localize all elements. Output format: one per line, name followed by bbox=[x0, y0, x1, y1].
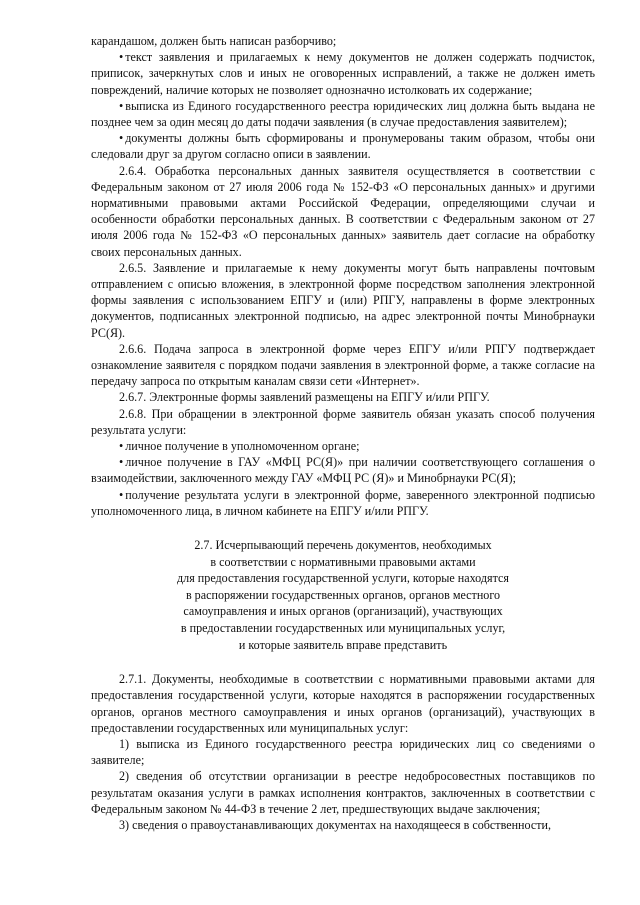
document-page bbox=[91, 33, 595, 833]
list-item-1: 1) выписка из Единого государственного реестра юридических лиц со сведениями о заявителе; bbox=[91, 737, 595, 768]
bullet-item: • получение результата услуги в электронной форме, заверенного электронной подписью уполномоченного лица, в личном кабинете на ЕПГУ и/или РПГУ. bbox=[91, 487, 595, 519]
section-heading-2-7 bbox=[91, 537, 595, 653]
bullet-item: • документы должны быть сформированы и пронумерованы таким образом, чтобы они следовали друг за другом согласно описи в заявлении. bbox=[91, 130, 595, 162]
paragraph-2-7-1: 2.7.1. Документы, необходимые в соответствии с нормативными правовыми актами для предоставления государственной услуги, которые находятся в распоряжении государственных органов, органов местного самоуправления и иных органов (организаций), участвующих в предоставлении государственных или муниципальных услуг: bbox=[91, 672, 595, 735]
list-item-3: 3) сведения о правоустанавливающих документах на находящееся в собственности, bbox=[119, 818, 552, 833]
heading-line: для предоставления государственной услуги, которые находятся bbox=[177, 571, 509, 586]
bullet-item: • текст заявления и прилагаемых к нему документов не должен содержать подчисток, приписок, зачеркнутых слов и иных не оговоренных исправлений, а также не должен иметь повреждений, наличие которых не позволяет однозначно истолковать их содержание; bbox=[91, 49, 595, 98]
paragraph-2-6-4: 2.6.4. Обработка персональных данных заявителя осуществляется в соответствии с Федеральным законом от 27 июля 2006 года № 152-ФЗ «О персональных данных» и другими нормативными правовыми актами Российской Федерации, определяющими случаи и особенности обработки персональных данных. В соответствии с Федеральным законом от 27 июля 2006 года № 152-ФЗ «О персональных данных» заявитель дает согласие на обработку своих персональных данных. bbox=[91, 163, 595, 259]
paragraph-2-6-6: 2.6.6. Подача запроса в электронной форме через ЕПГУ и/или РПГУ подтверждает ознакомление заявителя с порядком подачи заявления в электронной форме, а также согласие на передачу запроса по открытым каналам связи сети «Интернет». bbox=[91, 341, 595, 389]
text-line: карандашом, должен быть написан разборчиво; bbox=[91, 34, 337, 48]
list-item-2: 2) сведения об отсутствии организации в реестре недобросовестных поставщиков по результатам оказания услуги в рамках исполнения контрактов, заключенных в соответствии с Федеральным законом № 44-ФЗ в течение 2 лет, предшествующих выдаче заключения; bbox=[91, 769, 595, 816]
paragraph-2-6-5: 2.6.5. Заявление и прилагаемые к нему документы могут быть направлены почтовым отправлением с описью вложения, в электронной форме посредством заполнения электронной формы заявления с использованием ЕПГУ и (или) РПГУ, направлены в форме электронных документов, подписанных электронной подписью, на адрес электронной почты Минобрнауки РС(Я). bbox=[91, 260, 595, 340]
bullet-item: • личное получение в ГАУ «МФЦ РС(Я)» при наличии соответствующего соглашения о взаимодействии, заключенного между ГАУ «МФЦ РС (Я)» и Минобрнауки РС(Я); bbox=[91, 454, 595, 486]
bullet-item: • личное получение в уполномоченном органе; bbox=[91, 438, 595, 454]
heading-line: 2.7. Исчерпывающий перечень документов, необходимых bbox=[194, 538, 492, 553]
heading-line: самоуправления и иных органов (организаций), участвующих bbox=[183, 604, 503, 619]
heading-line: в распоряжении государственных органов, органов местного bbox=[185, 587, 501, 602]
paragraph-2-6-7: 2.6.7. Электронные формы заявлений размещены на ЕПГУ и/или РПГУ. bbox=[119, 390, 490, 405]
bullet-item: • выписка из Единого государственного реестра юридических лиц должна быть выдана не позднее чем за один месяц до даты подачи заявления (в случае предоставления заявителем); bbox=[91, 98, 595, 130]
heading-line: и которые заявитель вправе представить bbox=[238, 637, 448, 652]
heading-line: в предоставлении государственных или муниципальных услуг, bbox=[180, 621, 506, 636]
paragraph-2-6-8: 2.6.8. При обращении в электронной форме заявитель обязан указать способ получения результата услуги: bbox=[91, 406, 595, 437]
heading-line: в соответствии с нормативными правовыми актами bbox=[210, 554, 476, 569]
